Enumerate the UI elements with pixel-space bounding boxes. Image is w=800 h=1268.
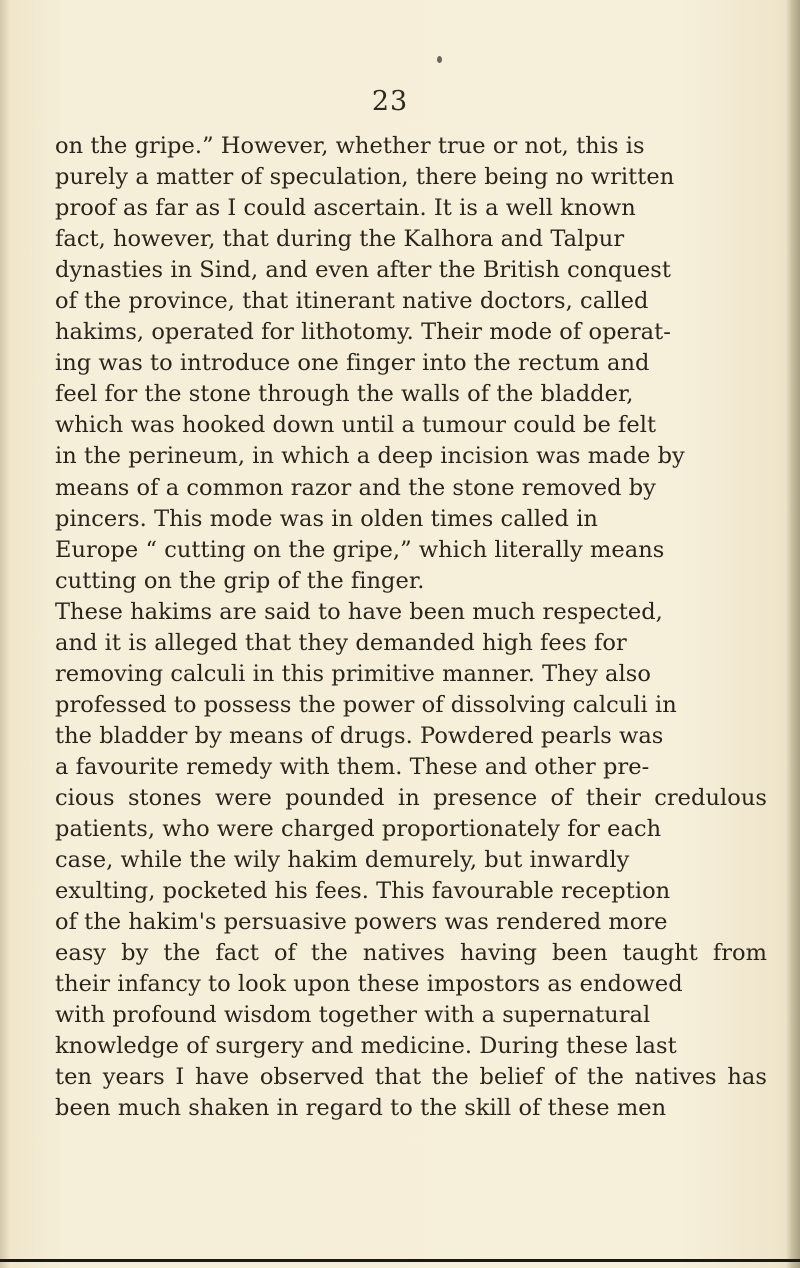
text-line: their infancy to look upon these impostors as endowed <box>55 971 683 998</box>
ink-speck <box>437 56 442 63</box>
text-line: fact, however, that during the Kalhora and Talpur <box>55 226 625 253</box>
page-number: 23 <box>371 86 409 117</box>
text-line: case, while the wily hakim demurely, but inwardly <box>55 847 630 874</box>
text-line: a favourite remedy with them. These and other pre- <box>55 753 650 780</box>
text-line: on the gripe.” However, whether true or not, this is <box>55 133 645 159</box>
text-line: cutting on the grip of the finger. <box>55 567 425 594</box>
text-line: of the province, that itinerant native doctors, called <box>55 288 649 315</box>
text-line: Europe “ cutting on the gripe,” which literally means <box>55 536 665 563</box>
text-line: knowledge of surgery and medicine. During these last <box>55 1033 677 1060</box>
text-line: removing calculi in this primitive manner. They also <box>55 660 651 687</box>
text-line: been much shaken in regard to the skill of these men <box>55 1095 667 1122</box>
text-line: purely a matter of speculation, there being no written <box>55 164 675 191</box>
page-right-edge <box>786 0 800 1268</box>
text-line: ing was to introduce one finger into the rectum and <box>55 350 650 377</box>
text-line: proof as far as I could ascertain. It is a well known <box>55 195 636 222</box>
text-line: patients, who were charged proportionately for each <box>55 816 662 843</box>
text-line: dynasties in Sind, and even after the British conquest <box>55 257 671 284</box>
body-text <box>55 131 785 1125</box>
text-line: of the hakim's persuasive powers was rendered more <box>55 909 668 936</box>
text-line: pincers. This mode was in olden times called in <box>55 505 598 532</box>
page-bottom-edge <box>0 1259 800 1262</box>
text-line: and it is alleged that they demanded high fees for <box>55 629 627 656</box>
text-line: in the perineum, in which a deep incision was made by <box>55 443 685 470</box>
text-line: means of a common razor and the stone removed by <box>55 474 656 501</box>
text-line: hakims, operated for lithotomy. Their mode of operat- <box>55 319 671 346</box>
text-line: ten years I have observed that the belief of the natives has <box>55 1064 767 1091</box>
text-line: the bladder by means of drugs. Powdered pearls was <box>55 722 664 749</box>
text-line: easy by the fact of the natives having been taught from <box>55 940 768 967</box>
text-line: with profound wisdom together with a supernatural <box>55 1002 651 1029</box>
text-line: which was hooked down until a tumour could be felt <box>55 412 657 439</box>
text-line: professed to possess the power of dissolving calculi in <box>55 691 677 718</box>
text-line: feel for the stone through the walls of the bladder, <box>55 381 634 408</box>
text-line: These hakims are said to have been much respected, <box>55 598 663 625</box>
text-line: exulting, pocketed his fees. This favourable reception <box>55 878 671 905</box>
page-left-shadow <box>0 0 10 1268</box>
text-line: cious stones were pounded in presence of their credulous <box>55 784 767 811</box>
